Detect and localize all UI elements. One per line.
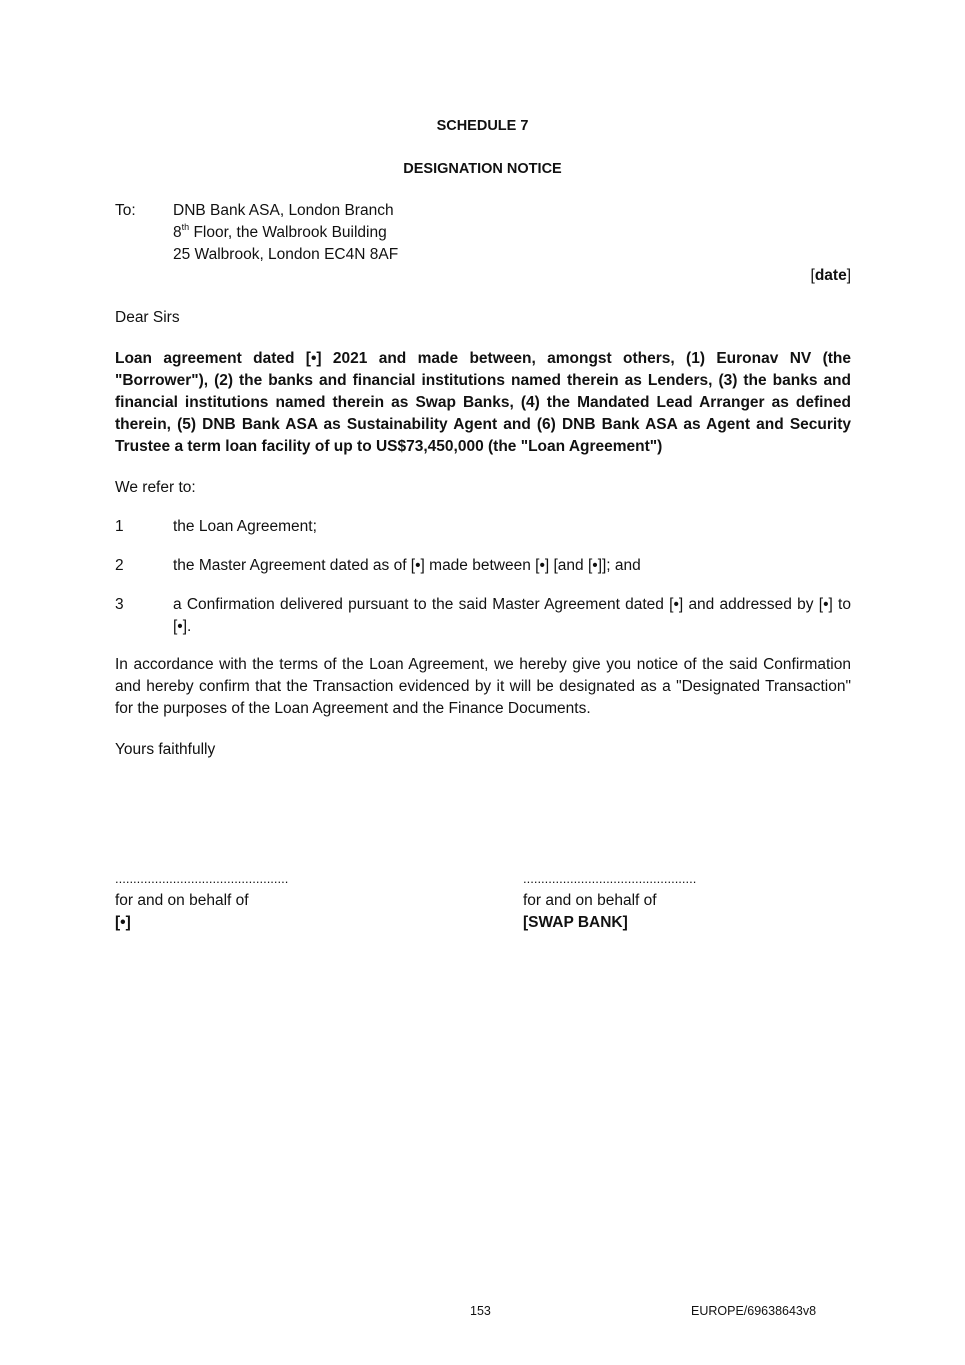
document-reference: EUROPE/69638643v8 — [691, 1304, 817, 1318]
signature-block-right — [523, 868, 696, 934]
signature-behalf: for and on behalf of — [115, 892, 249, 909]
date-placeholder — [811, 265, 852, 287]
list-item-number: 1 — [115, 518, 124, 535]
intro-text: We refer to: — [115, 479, 196, 496]
signature-line: ................................................ — [523, 871, 697, 886]
notice-title: DESIGNATION NOTICE — [403, 161, 562, 177]
salutation: Dear Sirs — [115, 309, 180, 326]
schedule-heading: SCHEDULE 7 — [436, 118, 529, 134]
addressee-line-3: 25 Walbrook, London EC4N 8AF — [173, 246, 399, 263]
list-item-text: the Master Agreement dated as of [•] made between [•] [and [•]]; and — [173, 557, 641, 574]
floor-rest: Floor, the Walbrook Building — [189, 224, 387, 241]
date-open-bracket: [ — [810, 267, 815, 284]
list-item-number: 3 — [115, 596, 124, 613]
date-close-bracket: ] — [846, 267, 851, 284]
date-value: date — [814, 267, 847, 284]
floor-number: 8 — [173, 224, 182, 241]
signature-line: ................................................ — [115, 871, 289, 886]
addressee-lines — [173, 200, 398, 266]
subject-paragraph: Loan agreement dated [•] 2021 and made between, amongst others, (1) Euronav NV (the "Borrower"), (2) the banks and financial institutions named therein as Lenders, (3) the banks and financial institutions named therein as Swap Banks, (4) the Mandated Lead Arranger as defined therein, (5) DNB Bank ASA as Sustainability Agent and (6) DNB Bank ASA as Agent and Security Trustee a term loan facility of up to US$73,450,000 (the "Loan Agreement") — [115, 350, 851, 455]
page-number: 153 — [470, 1304, 491, 1318]
floor-ordinal: th — [181, 221, 190, 232]
addressee-line-2 — [173, 222, 398, 244]
signature-block-left — [115, 868, 288, 934]
signature-party: [SWAP BANK] — [523, 914, 628, 931]
list-item-text: a Confirmation delivered pursuant to the said Master Agreement dated [•] and addressed by [•] to [•]. — [173, 596, 851, 635]
list-item-text: the Loan Agreement; — [173, 518, 317, 535]
to-label: To: — [115, 202, 136, 219]
list-item-number: 2 — [115, 557, 124, 574]
body-paragraph: In accordance with the terms of the Loan Agreement, we hereby give you notice of the said Confirmation and hereby confirm that the Transaction evidenced by it will be designated as a "Designated Transaction" for the purposes of the Loan Agreement and the Finance Documents. — [115, 656, 851, 717]
addressee-line-1: DNB Bank ASA, London Branch — [173, 202, 394, 219]
signature-party: [•] — [115, 914, 131, 931]
signature-behalf: for and on behalf of — [523, 892, 657, 909]
closing: Yours faithfully — [115, 741, 216, 758]
